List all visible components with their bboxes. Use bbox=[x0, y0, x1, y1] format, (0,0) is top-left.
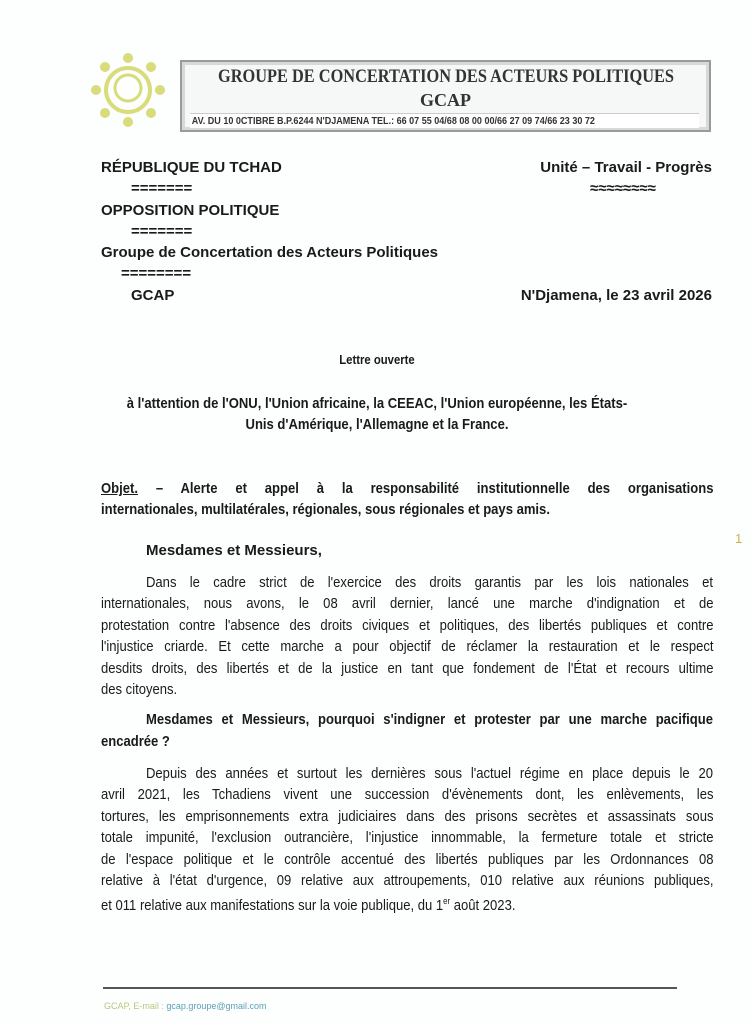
text-line bbox=[146, 572, 713, 593]
separator: ======== bbox=[121, 265, 192, 282]
text-line-content: et 011 relative aux manifestations sur la voie publique, du 1 bbox=[101, 897, 444, 915]
text-line bbox=[101, 593, 713, 614]
text-line bbox=[101, 658, 713, 679]
text-line-content: Mesdames et Messieurs, pourquoi s'indigner et protester par une marche pacifique bbox=[146, 711, 713, 728]
addressees-line: Unis d'Amérique, l'Allemagne et la France. bbox=[245, 416, 508, 433]
object-text: – Alerte et appel à la responsabilité institutionnelle des organisations bbox=[137, 480, 714, 497]
text-line-content: de l'espace politique et le contrôle accentué des libertés publiques par les Ordonnances 08 bbox=[101, 850, 714, 868]
addressees-line: à l'attention de l'ONU, l'Union africaine, la CEEAC, l'Union européenne, les États- bbox=[126, 395, 627, 412]
group-name: Groupe de Concertation des Acteurs Politiques bbox=[101, 244, 439, 261]
text-line-content: protestation contre l'absence des droits civiques et politiques, des libertés publiques et contre bbox=[101, 616, 714, 634]
text-line bbox=[101, 679, 713, 700]
text-line-content: totale impunité, l'exclusion outrancière, l'injustice innommable, la fermeture totale et stricte bbox=[101, 829, 714, 847]
letterhead-box bbox=[180, 60, 711, 132]
text-line-content: Dans le cadre strict de l'exercice des droits garantis par les lois nationales et bbox=[146, 574, 713, 591]
country-name: RÉPUBLIQUE DU TCHAD bbox=[101, 159, 282, 176]
text-line-content: encadrée ? bbox=[101, 733, 170, 750]
letter-type: Lettre ouverte bbox=[338, 352, 415, 367]
separator: ======= bbox=[131, 180, 193, 197]
place-date: N'Djamena, le 23 avril 2026 bbox=[520, 287, 712, 304]
text-line-end: août 2023. bbox=[450, 897, 516, 915]
text-line-content: avril 2021, les Tchadiens vivent une succession d'évènements dont, les enlèvements, les bbox=[101, 786, 714, 804]
separator: ≈≈≈≈≈≈≈≈ bbox=[590, 180, 656, 197]
text-line-content: tortures, les emprisonnements extra judiciaires dans des prisons secrètes et assassinats sous bbox=[101, 807, 714, 825]
text-line bbox=[101, 870, 713, 891]
object-label: Objet. bbox=[101, 480, 138, 497]
text-line bbox=[101, 784, 713, 805]
text-line bbox=[101, 615, 713, 636]
text-line bbox=[101, 806, 713, 827]
superscript: er bbox=[443, 896, 451, 907]
text-line-content: desdits droits, des libertés et de la justice en tant que fondement de l'État et recours ultime bbox=[101, 659, 714, 677]
footer-email[interactable]: gcap.groupe@gmail.com bbox=[166, 1001, 267, 1011]
object-line: internationales, multilatérales, régionales, sous régionales et pays amis. bbox=[101, 501, 550, 518]
letterhead-acronym: GCAP bbox=[420, 90, 471, 110]
separator: ======= bbox=[131, 223, 193, 240]
text-line-content: relative à l'état d'urgence, 09 relative aux attroupements, 010 relative aux réunions publiques, bbox=[101, 872, 714, 889]
gcap-logo bbox=[90, 52, 166, 128]
national-motto: Unité – Travail - Progrès bbox=[540, 159, 712, 176]
text-line bbox=[146, 709, 713, 730]
page-number: 1 bbox=[735, 531, 743, 546]
text-line bbox=[101, 636, 713, 657]
text-line-content: l'injustice criarde. Et cette marche a pour objectif de réclamer la restauration et le respect bbox=[101, 638, 714, 656]
letterhead-title: GROUPE DE CONCERTATION DES ACTEURS POLITIQUES bbox=[217, 66, 674, 87]
footer bbox=[104, 1001, 267, 1011]
text-line bbox=[101, 849, 713, 870]
letterhead-address: AV. DU 10 0CTIBRE B.P.6244 N'DJAMENA TEL.: 66 07 55 04/68 08 00 00/66 27 09 74/66 23 30 72 bbox=[190, 113, 699, 128]
footer-divider bbox=[103, 987, 677, 989]
text-line-content: Depuis des années et surtout les dernières sous l'actuel régime en place depuis le 20 bbox=[146, 765, 713, 782]
text-line bbox=[101, 891, 713, 916]
group-acronym: GCAP bbox=[131, 287, 175, 304]
object-line bbox=[101, 478, 713, 499]
text-line bbox=[101, 827, 713, 848]
text-line bbox=[146, 763, 713, 784]
footer-label: GCAP, E-mail : bbox=[104, 1001, 167, 1011]
text-line-content: des citoyens. bbox=[101, 681, 178, 698]
text-line-content: internationales, nous avons, le 08 avril dernier, lancé une marche d'indignation et de bbox=[101, 595, 714, 613]
text-line bbox=[101, 731, 713, 752]
salutation: Mesdames et Messieurs, bbox=[146, 542, 322, 559]
opposition-label: OPPOSITION POLITIQUE bbox=[101, 202, 280, 219]
